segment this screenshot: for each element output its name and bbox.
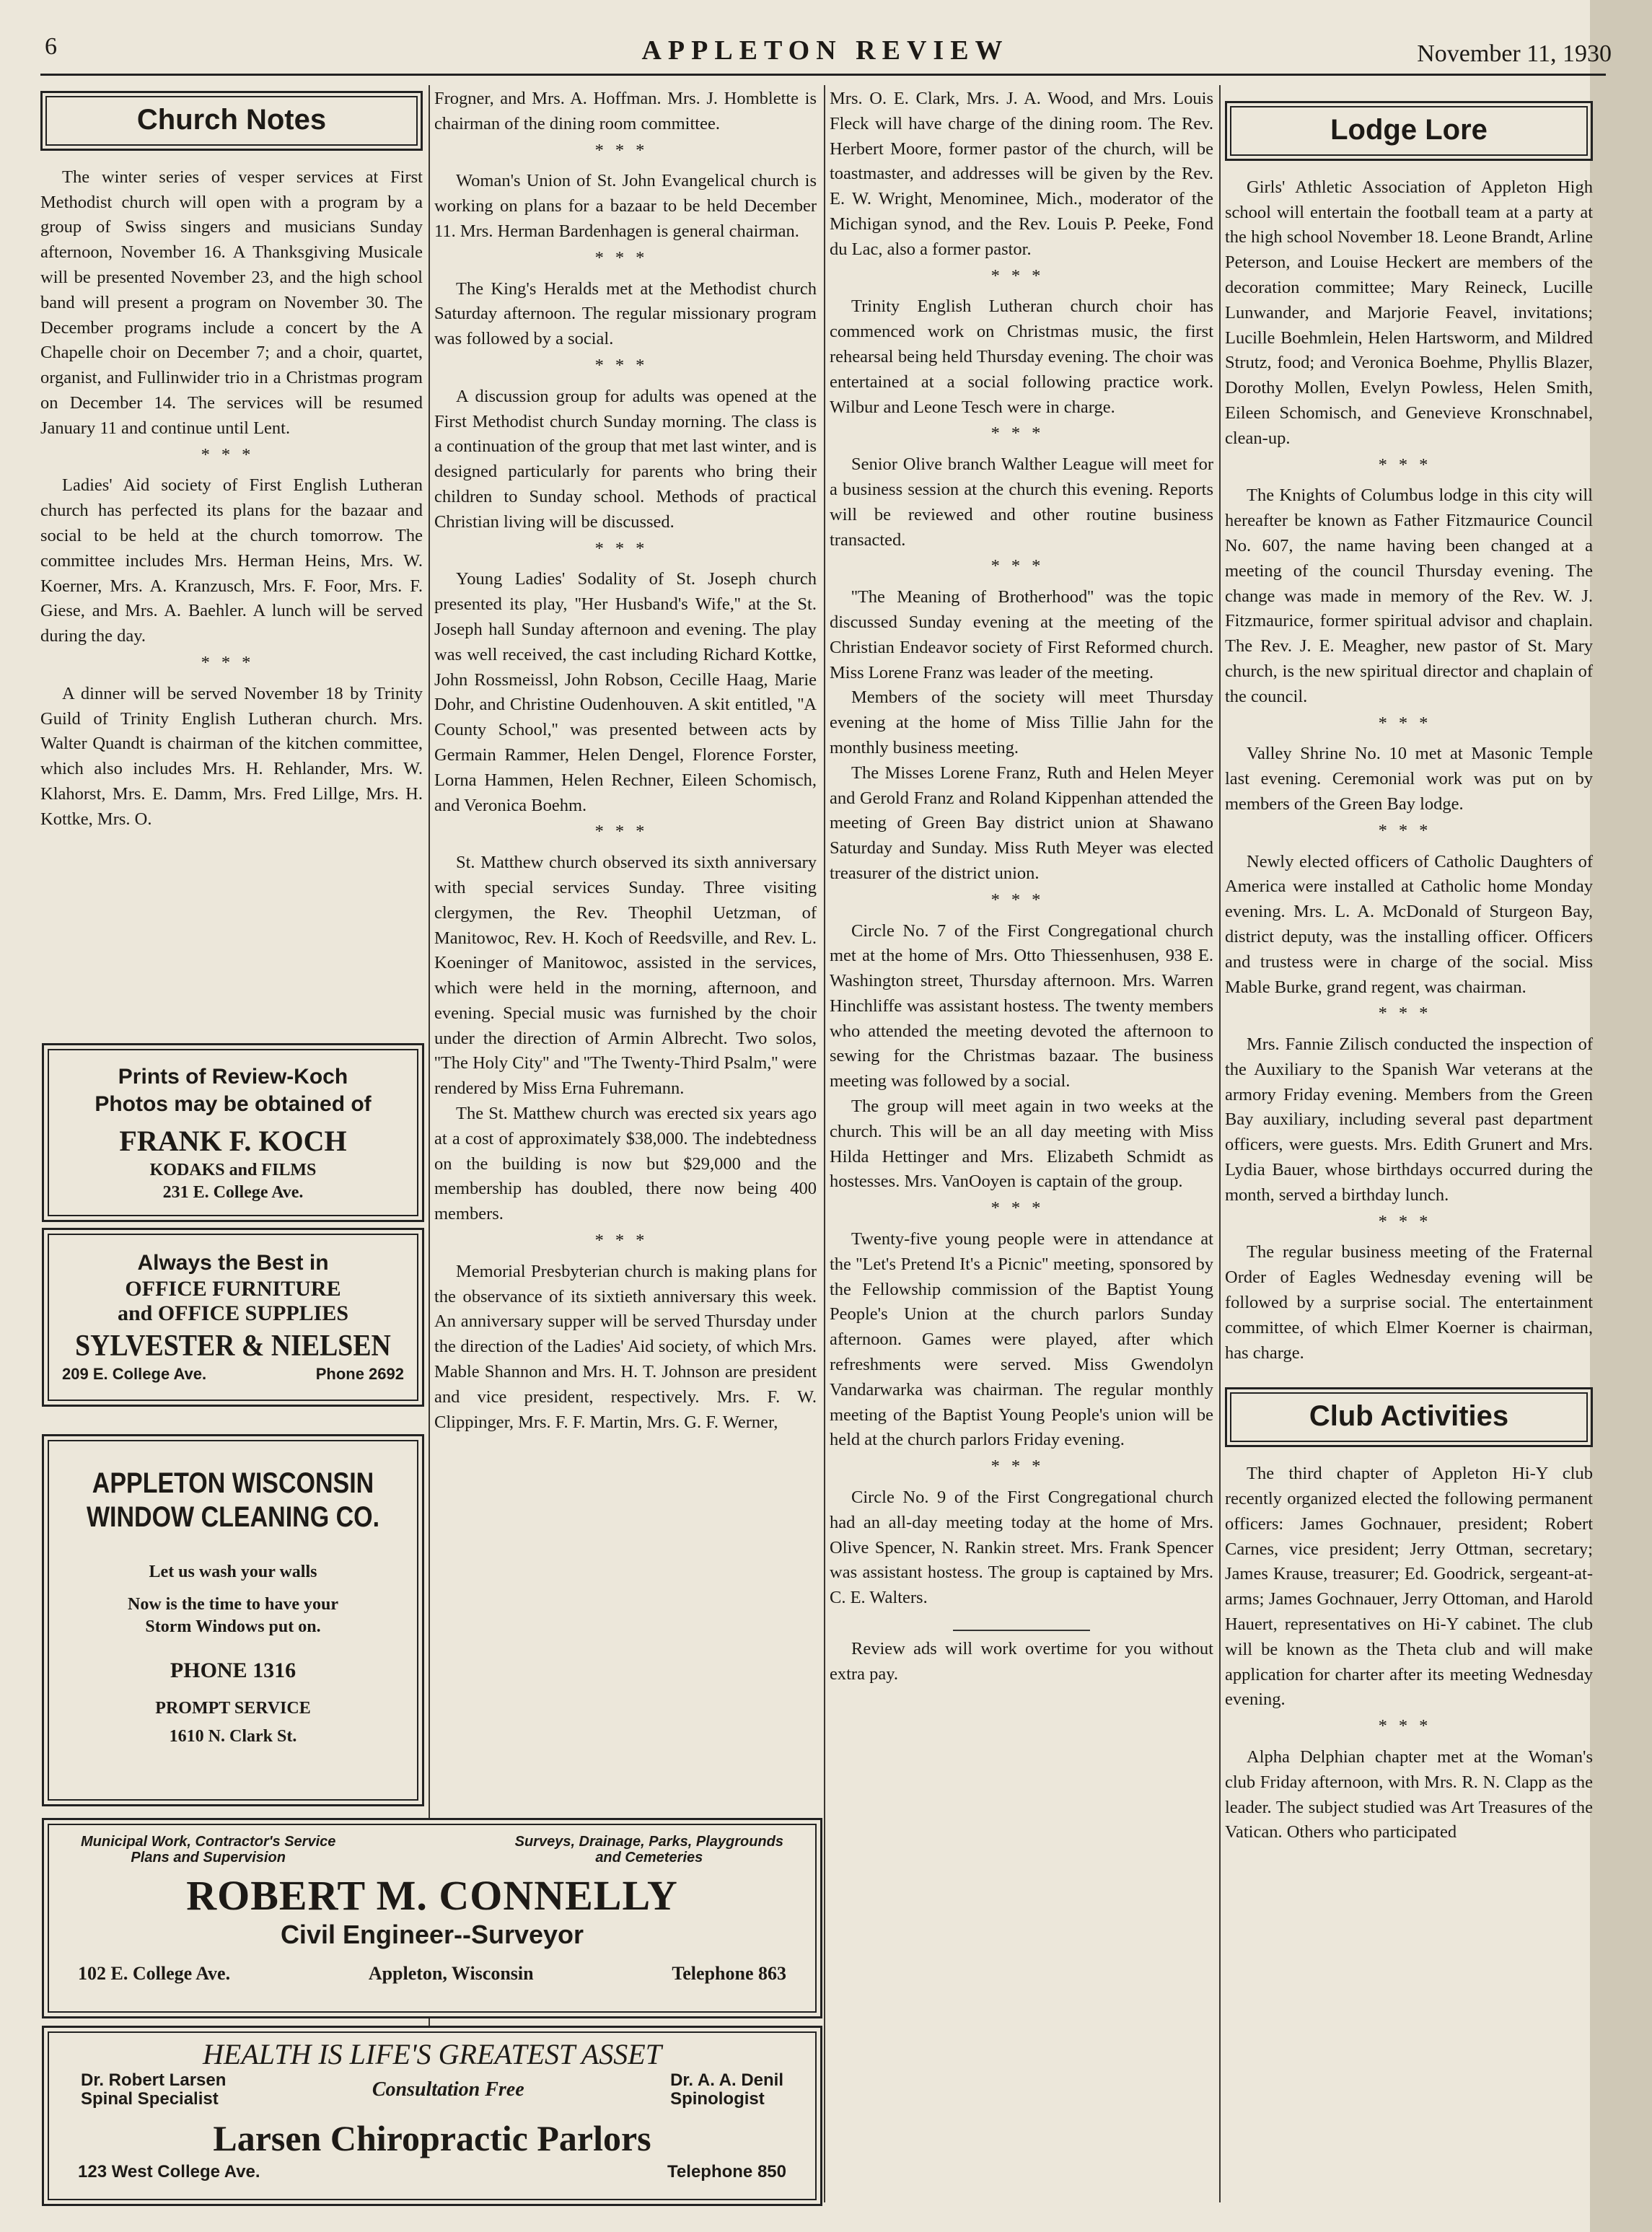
- ad-address: 231 E. College Ave.: [162, 1183, 304, 1202]
- ad-border: [48, 1824, 817, 2013]
- separator: ***: [990, 1456, 1053, 1477]
- article-paragraph: The winter series of vesper services at First Methodist church will open with a program by a group of Swiss singers and musicians Sunday afternoon, November 16. A Thanksgiving Musicale will be presented November 23, and the high school band will present a program on November 30. The December programs include a concert by the A Chapelle choir on December 7; and a choir, quartet, organist, and Fullinwider trio in a Christmas program on December 14. The services will be resumed January 11 and continue until Lent.: [40, 167, 423, 438]
- article-paragraph: Circle No. 7 of the First Congregational church met at the home of Mrs. Otto Thiessenhusen, 938 E. Washington street, Thursday afternoon. Mrs. Warren Hinchliffe was assistant hostess. The twenty members who attended the meeting devoted the afternoon to sewing for the Christmas bazaar. The business meeting was followed by a social.: [830, 921, 1213, 1091]
- ad-slogan: HEALTH IS LIFE'S GREATEST ASSET: [203, 2038, 662, 2070]
- ad-phone: Phone 2692: [315, 1365, 404, 1383]
- separator: ***: [1378, 820, 1440, 840]
- article-paragraph: Mrs. Fannie Zilisch conducted the inspection of the Auxiliary to the Spanish War veterans at the armory Friday evening. Members from the Green Bay auxiliary, including several past department officers, were guests. Mrs. Edith Grunert and Mrs. Lydia Bauer, whose birthdays occurred during the month, served a birthday lunch.: [1225, 1034, 1593, 1205]
- article-paragraph: Alpha Delphian chapter met at the Woman's club Friday afternoon, with Mrs. R. N. Clapp as the leader. The subject studied was Art Treasures of the Vatican. Others who participated: [1225, 1747, 1593, 1842]
- article-paragraph: ''The Meaning of Brotherhood'' was the topic discussed Sunday evening at the meeting of the Christian Endeavor society of First Reformed church. Miss Lorene Franz was leader of the meeting.: [830, 587, 1213, 682]
- column-rule: [1219, 85, 1221, 2202]
- column-1: [40, 87, 423, 832]
- column-rule: [824, 85, 825, 2202]
- ad-border: [48, 2031, 817, 2200]
- separator: ***: [990, 265, 1053, 286]
- article-paragraph: Circle No. 9 of the First Congregational church had an all-day meeting today at the home of Mrs. Olive Spencer, N. Rankin street. Mrs. Frank Spencer was assistant hostess. The group is captained by Mrs. C. E. Walters.: [830, 1488, 1213, 1608]
- article-paragraph: A dinner will be served November 18 by Trinity Guild of Trinity English Lutheran church. Mrs. Walter Quandt is chairman of the kitchen committee, which also includes Mrs. H. Rehlander, Mrs. W. Klahorst, Mrs. E. Damm, Mrs. Fred Lillge, Mrs. H. Kottke, Mrs. O.: [40, 683, 423, 829]
- ad-address: 209 E. College Ave.: [62, 1365, 207, 1383]
- separator: ***: [1378, 454, 1440, 475]
- ad-consultation: Consultation Free: [372, 2078, 524, 2101]
- article-paragraph: Girls' Athletic Association of Appleton High school will entertain the football team at a party at the high school November 18. Leone Brandt, Arline Peterson, and Louise Heckert are members of the decoration committee; Mary Reineck, Lucille Lunwander, and Marjorie Feavel, invitations; Lucille Boehmlein, Helen Hartsworm, and Mildred Strutz, food; and Veronica Boehme, Phyllis Blazer, Dorothy Mollen, Evelyn Powless, Helen Smith, Eileen Schomisch, and Genevieve Kronschnabel, clean-up.: [1225, 177, 1593, 448]
- article-paragraph: The Misses Lorene Franz, Ruth and Helen Meyer and Gerold Franz and Roland Kippenhan attended the meeting of Green Bay district union at Shawano Saturday and Sunday. Miss Ruth Meyer was elected treasurer of the district union.: [830, 763, 1213, 883]
- article-paragraph: Trinity English Lutheran church choir has commenced work on Christmas music, the first rehearsal being held Thursday evening. The choir was entertained at a social following practice work. Wilbur and Leone Tesch were in charge.: [830, 296, 1213, 417]
- ad-business-name: SYLVESTER & NIELSEN: [75, 1330, 391, 1363]
- separator: ***: [990, 556, 1053, 576]
- article-paragraph: Frogner, and Mrs. A. Hoffman. Mrs. J. Homblette is chairman of the dining room committee.: [434, 89, 817, 133]
- ad-business-name: ROBERT M. CONNELLY: [186, 1872, 678, 1919]
- filler-rule: [953, 1630, 1090, 1631]
- column-2: [434, 87, 817, 1435]
- ad-doctor-name: Dr. A. A. Denil: [670, 2070, 783, 2090]
- lodge-lore-title: Lodge Lore: [1230, 106, 1588, 156]
- filler-text: Review ads will work overtime for you without extra pay.: [830, 1639, 1213, 1684]
- ad-line: Now is the time to have your: [128, 1595, 338, 1614]
- page-gutter: [1590, 0, 1652, 2232]
- ad-border: [48, 1049, 418, 1216]
- koch-ad: [42, 1043, 424, 1222]
- ad-doctors: [49, 2071, 815, 2109]
- ad-line: Municipal Work, Contractor's Service: [81, 1834, 336, 1850]
- article-paragraph: A discussion group for adults was opened at the First Methodist church Sunday morning. The class is a continuation of the group that met last winter, and is designed particularly for parents who bring their children to Sunday school. Methods of practical Christian living will be discussed.: [434, 386, 817, 532]
- ad-business-name: WINDOW CLEANING CO.: [86, 1501, 380, 1533]
- ad-city: Appleton, Wisconsin: [368, 1963, 534, 1984]
- page-number: 6: [45, 33, 57, 60]
- separator: ***: [594, 822, 656, 842]
- article-paragraph: Woman's Union of St. John Evangelical church is working on plans for a bazaar to be held December 11. Mrs. Herman Bardenhagen is general chairman.: [434, 171, 817, 241]
- ad-top-lines: [49, 1825, 815, 1866]
- article-paragraph: Young Ladies' Sodality of St. Joseph church presented its play, ''Her Husband's Wife,'' at the St. Joseph hall Sunday afternoon and evening. The play was well received, the cast including Richard Kottke, John Rossmeissl, John Robson, Cecille Haag, Marie Dohr, and Christine Oudenhouven. A skit entitled, ''A County School,'' was presented between acts by Germain Rammer, Helen Dengel, Florence Forster, Lorna Hammen, Helen Rechner, Eileen Schomisch, and Veronica Boehm.: [434, 569, 817, 815]
- ad-doctor-name: Dr. Robert Larsen: [81, 2070, 227, 2090]
- column-3: [830, 87, 1213, 1687]
- ad-line: Photos may be obtained of: [95, 1092, 372, 1116]
- ad-doctor-title: Spinologist: [670, 2089, 765, 2109]
- separator: ***: [1378, 1716, 1440, 1736]
- church-notes-title: Church Notes: [45, 96, 418, 146]
- ad-line: Storm Windows put on.: [145, 1617, 321, 1636]
- ad-right-services: [515, 1834, 783, 1866]
- ad-line: Always the Best in: [137, 1251, 329, 1275]
- article-paragraph: Memorial Presbyterian church is making plans for the observance of its sixtieth anniversary this week. An anniversary supper will be served Thursday under the direction of the Ladies' Aid society, of which Mrs. Mable Shannon and Mrs. H. T. Johnson are president and vice president, respectively. Mrs. F. W. Clippinger, Mrs. F. F. Martin, Mrs. G. F. Werner,: [434, 1261, 817, 1432]
- church-notes-heading: [40, 91, 423, 151]
- separator: ***: [594, 355, 656, 375]
- article-paragraph: Ladies' Aid society of First English Lutheran church has perfected its plans for the bazaar and social to be held at the church tomorrow. The committee includes Mrs. Herman Heins, Mrs. W. Koerner, Mrs. A. Kranzusch, Mrs. F. Foor, Mrs. F. Giese, and Mrs. A. Baehler. A lunch will be served during the day.: [40, 475, 423, 646]
- ad-line: Surveys, Drainage, Parks, Playgrounds: [514, 1834, 783, 1850]
- ad-line: PROMPT SERVICE: [155, 1699, 311, 1718]
- article-paragraph: The St. Matthew church was erected six years ago at a cost of approximately $38,000. The indebtedness on the building is now but $29,000 and the membership has doubled, there now being 400 members.: [434, 1104, 817, 1224]
- ad-line: Plans and Supervision: [131, 1850, 286, 1866]
- ad-doctor-title: Spinal Specialist: [81, 2089, 219, 2109]
- ad-address: 102 E. College Ave.: [78, 1963, 231, 1984]
- ad-border: [48, 1234, 418, 1401]
- ad-footer: [49, 1963, 815, 1985]
- article-paragraph: The regular business meeting of the Fraternal Order of Eagles Wednesday evening will be followed by a surprise social. The entertainment committee, of which Elmer Koerner is chairman, has charge.: [1225, 1242, 1593, 1363]
- article-paragraph: Valley Shrine No. 10 met at Masonic Temple last evening. Ceremonial work was put on by members of the Green Bay lodge.: [1225, 744, 1593, 814]
- separator: ***: [990, 1198, 1053, 1218]
- publication-date: November 11, 1930: [1417, 40, 1612, 67]
- ad-doctor-right: [670, 2071, 783, 2109]
- ad-address: 123 West College Ave.: [78, 2162, 260, 2182]
- larsen-chiropractic-ad: [42, 2026, 822, 2206]
- separator: ***: [1378, 713, 1440, 733]
- separator: ***: [594, 538, 656, 558]
- column-4: [1225, 87, 1593, 1845]
- window-cleaning-ad: [42, 1434, 424, 1806]
- ad-line: Let us wash your walls: [149, 1563, 317, 1581]
- separator: ***: [594, 140, 656, 160]
- ad-line: Civil Engineer--Surveyor: [280, 1920, 584, 1949]
- article-paragraph: Newly elected officers of Catholic Daughters of America were installed at Catholic home Monday evening. Mrs. L. A. McDonald of Sturgeon Bay, district deputy, was the installing officer. Officers and trustess were in charge of the social. Miss Mable Burke, grand regent, was chairman.: [1225, 851, 1593, 997]
- separator: ***: [594, 247, 656, 268]
- article-paragraph: The King's Heralds met at the Methodist church Saturday afternoon. The regular missionary program was followed by a social.: [434, 278, 817, 349]
- masthead: [39, 27, 1612, 78]
- ad-footer: [49, 2162, 815, 2182]
- separator: ***: [1378, 1003, 1440, 1024]
- separator: ***: [990, 423, 1053, 444]
- ad-left-services: [81, 1834, 335, 1866]
- article-paragraph: Twenty-five young people were in attendance at the ''Let's Pretend It's a Picnic'' meeting, sponsored by the Fellowship commission of the Baptist Young People's Union at the church parlors Sunday afternoon. Games were played, after which refreshments were served. Miss Gwendolyn Vandarwarka was chairman. The regular monthly meeting of the Baptist Young People's union will be held at the church parlors Friday evening.: [830, 1229, 1213, 1450]
- ad-business-name: Larsen Chiropractic Parlors: [213, 2118, 651, 2158]
- sylvester-nielsen-ad: [42, 1228, 424, 1407]
- article-paragraph: The group will meet again in two weeks at the church. This will be an all day meeting with Miss Hilda Hettinger and Mrs. Elizabeth Schmidt as hostesses. Mrs. VanOoyen is captain of the group.: [830, 1097, 1213, 1192]
- ad-phone: Telephone 850: [667, 2162, 786, 2182]
- ad-line: Prints of Review-Koch: [118, 1065, 348, 1089]
- ad-doctor-left: [81, 2071, 226, 2109]
- article-paragraph: St. Matthew church observed its sixth anniversary with special services Sunday. Three visiting clergymen, the Rev. Theophil Uetzman, of Manitowoc, Rev. H. Koch of Reedsville, and Rev. L. Koeninger of Manitowoc, assisted in the services, which were held in the morning, afternoon, and evening. Special music was furnished by the choir under the direction of Armin Albrecht. Two solos, ''The Holy City'' and ''The Twenty-Third Psalm,'' were rendered by Miss Erna Fuhremann.: [434, 853, 817, 1099]
- club-activities-title: Club Activities: [1230, 1392, 1588, 1442]
- ad-business-name: FRANK F. KOCH: [119, 1125, 347, 1157]
- article-paragraph: Mrs. O. E. Clark, Mrs. J. A. Wood, and Mrs. Louis Fleck will have charge of the dining room. The Rev. Herbert Moore, former pastor of the church, will be toastmaster, and addresses will be given by the Rev. E. W. Wright, Menominee, Mich., moderator of the Michigan synod, and the Rev. Louis P. Peeke, Fond du Lac, also a former pastor.: [830, 89, 1213, 259]
- separator: ***: [201, 652, 263, 672]
- ad-line: OFFICE FURNITURE: [125, 1277, 341, 1301]
- paper-name: APPLETON REVIEW: [641, 35, 1009, 66]
- ad-footer: [49, 1365, 417, 1384]
- club-activities-heading: [1225, 1387, 1593, 1447]
- ad-line: and OFFICE SUPPLIES: [117, 1301, 349, 1325]
- separator: ***: [594, 1231, 656, 1251]
- article-paragraph: Members of the society will meet Thursday evening at the home of Miss Tillie Jahn for the monthly business meeting.: [830, 687, 1213, 757]
- article-paragraph: The third chapter of Appleton Hi-Y club recently organized elected the following permanent officers: James Gochnauer, president; Robert Carnes, vice president; Jerry Ottman, secretary; James Krause, treasurer; Ed. Goodrick, sergeant-at-arms; James Gochnauer, Jerry Ottoman, and Harold Hauert, representatives on Hi-Y cabinet. The club will be known as the Theta club and will make application for charter after its meeting Wednesday evening.: [1225, 1464, 1593, 1710]
- ad-business-name: APPLETON WISCONSIN: [92, 1467, 374, 1499]
- separator: ***: [201, 444, 263, 465]
- ad-phone: Telephone 863: [672, 1963, 786, 1984]
- ad-line: KODAKS and FILMS: [149, 1161, 317, 1179]
- separator: ***: [990, 889, 1053, 910]
- ad-border: [48, 1440, 418, 1801]
- lodge-lore-heading: [1225, 101, 1593, 161]
- masthead-rule: [40, 74, 1606, 76]
- ad-line: and Cemeteries: [595, 1850, 703, 1866]
- ad-address: 1610 N. Clark St.: [169, 1727, 297, 1746]
- separator: ***: [1378, 1211, 1440, 1231]
- article-paragraph: The Knights of Columbus lodge in this city will hereafter be known as Father Fitzmaurice Council No. 607, the name having been changed at a meeting of the council Thursday evening. The change was made in memory of the Rev. W. J. Fitzmaurice, former spiritual advisor and chaplain. The Rev. J. E. Meagher, new pastor of St. Mary church, is the new spiritual director and chaplain of the council.: [1225, 485, 1593, 706]
- article-paragraph: Senior Olive branch Walther League will meet for a business session at the church this evening. Reports will be reviewed and other routine business transacted.: [830, 454, 1213, 550]
- connelly-ad: [42, 1818, 822, 2018]
- ad-phone: PHONE 1316: [170, 1658, 296, 1682]
